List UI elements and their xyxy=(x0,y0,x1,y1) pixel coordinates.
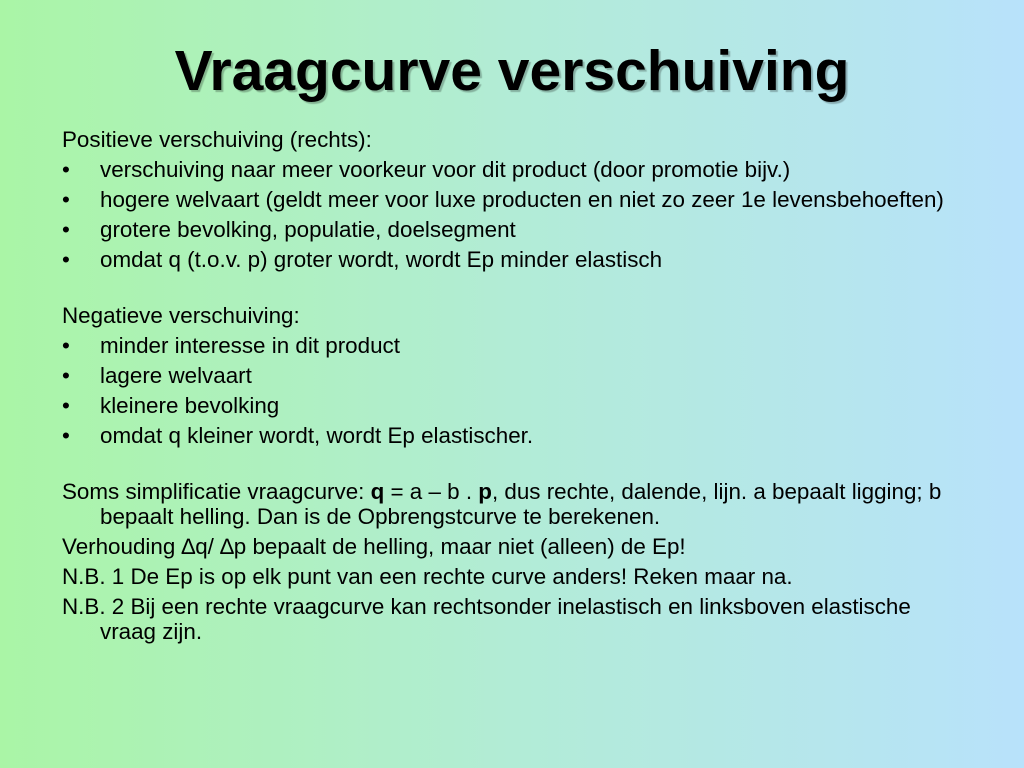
bullet-icon: • xyxy=(62,363,70,388)
nb1-note: N.B. 1 De Ep is op elk punt van een rechte curve anders! Reken maar na. xyxy=(62,564,793,589)
list-item: • omdat q kleiner wordt, wordt Ep elastischer. xyxy=(62,423,534,448)
list-item: • kleinere bevolking xyxy=(62,393,280,418)
list-item: • verschuiving naar meer voorkeur voor dit product (door promotie bijv.) xyxy=(62,157,791,182)
ratio-note: Verhouding ∆q/ ∆p bepaalt de helling, maar niet (alleen) de Ep! xyxy=(62,534,686,559)
list-item: • omdat q (t.o.v. p) groter wordt, wordt Ep minder elastisch xyxy=(62,247,663,272)
slide-body xyxy=(62,127,962,649)
bullet-icon: • xyxy=(62,157,70,182)
negative-heading: Negatieve verschuiving: xyxy=(62,303,300,328)
bullet-icon: • xyxy=(62,247,70,272)
bullet-icon: • xyxy=(62,333,70,358)
simplification-note: Soms simplificatie vraagcurve: q = a – b . p, dus rechte, dalende, lijn. a bepaalt ligging; b bepaalt helling. Dan is de Opbrengstcurve te berekenen. xyxy=(62,479,942,529)
list-item: • grotere bevolking, populatie, doelsegment xyxy=(62,217,516,242)
list-item: • hogere welvaart (geldt meer voor luxe producten en niet zo zeer 1e levensbehoeften) xyxy=(62,187,944,212)
bullet-icon: • xyxy=(62,217,70,242)
nb2-note: N.B. 2 Bij een rechte vraagcurve kan rechtsonder inelastisch en linksboven elastische vraag zijn. xyxy=(62,594,911,644)
list-item: • lagere welvaart xyxy=(62,363,252,388)
list-item: • minder interesse in dit product xyxy=(62,333,400,358)
bullet-icon: • xyxy=(62,393,70,418)
bullet-icon: • xyxy=(62,423,70,448)
positive-heading: Positieve verschuiving (rechts): xyxy=(62,127,372,152)
bullet-icon: • xyxy=(62,187,70,212)
slide-title: Vraagcurve verschuiving xyxy=(174,39,850,103)
